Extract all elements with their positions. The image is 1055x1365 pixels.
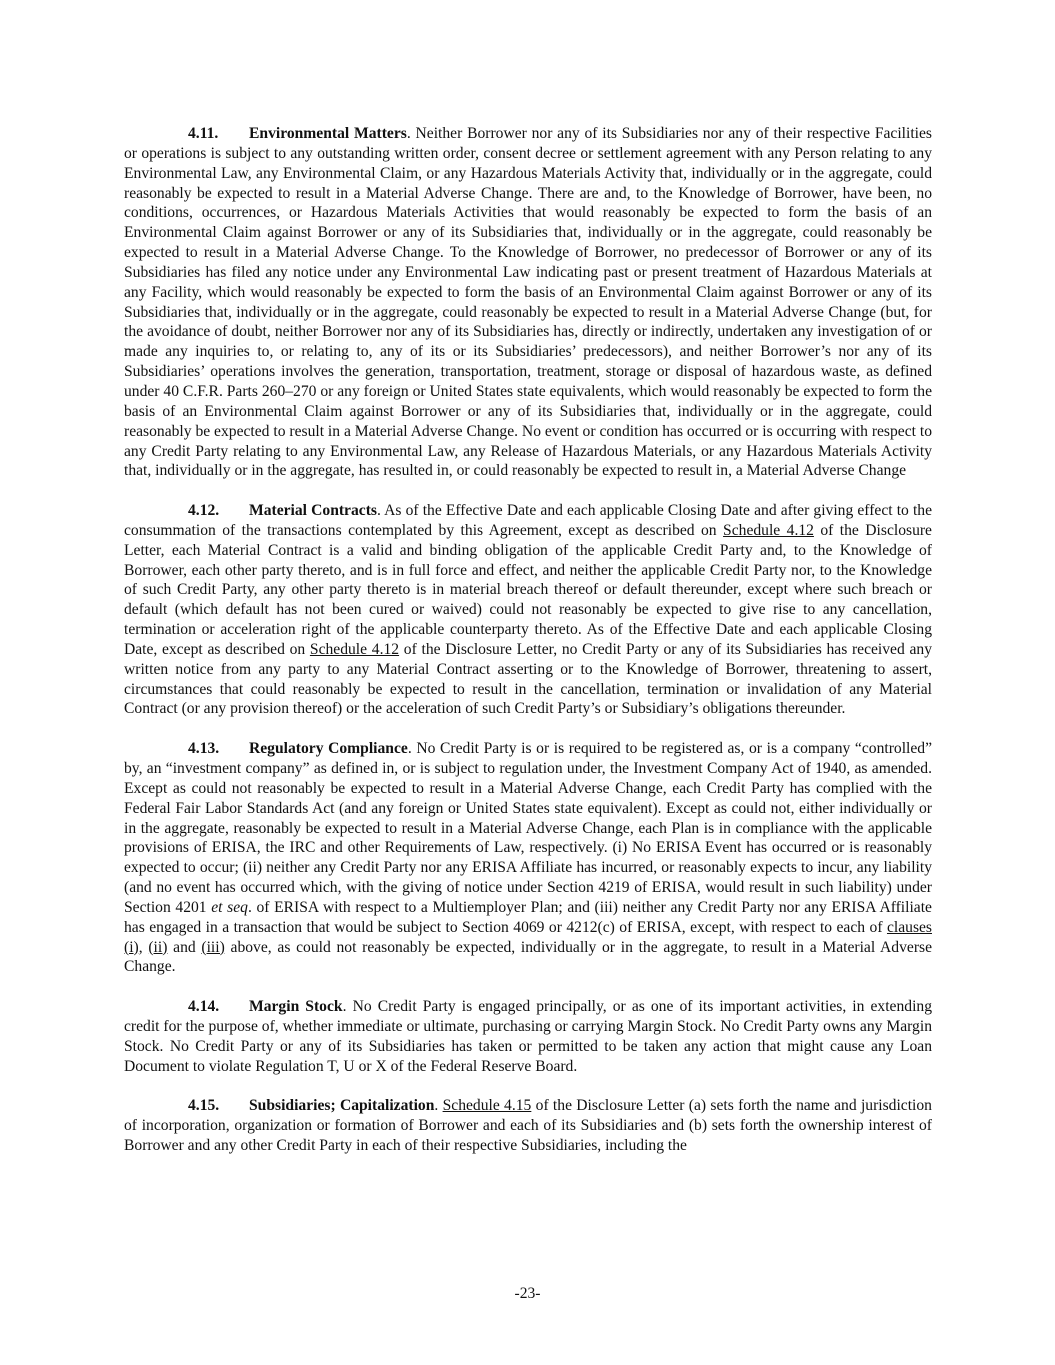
section-4-12 <box>124 501 932 719</box>
section-text: and <box>167 938 202 956</box>
section-heading: Environmental Matters <box>249 125 407 142</box>
schedule-reference: Schedule 4.15 <box>442 1097 532 1115</box>
section-paragraph: 4.15. Subsidiaries; Capitalization. Schedule 4.15 of the Disclosure Letter (a) sets forth the name and jurisdiction of incorporation, organization or formation of Borrower and each of its Subsidiaries and (b) sets forth the ownership interest of Borrower and any other Credit Party in each of their respective Subsidiaries, including the <box>124 1097 932 1155</box>
section-heading: Regulatory Compliance <box>249 740 408 758</box>
section-heading: Subsidiaries; Capitalization <box>249 1097 435 1115</box>
schedule-reference: Schedule 4.12 <box>723 521 814 539</box>
section-paragraph: 4.11. Environmental Matters. Neither Borrower nor any of its Subsidiaries nor any of their respective Facilities or operations is subject to any outstanding written order, consent decree or settlement agreement with any Person relating to any Environmental Law, any Environmental Claim, or any Hazardous Materials Activity that, individually or in the aggregate, could reasonably be expected to result in a Material Adverse Change. There are and, to the Knowledge of Borrower, have been, no conditions, occurrences, or Hazardous Materials Activities that would reasonably be expected to form the basis of an Environmental Claim against Borrower or any of its Subsidiaries that, individually or in the aggregate, could reasonably be expected to result in a Material Adverse Change. To the Knowledge of Borrower, no predecessor of Borrower or any of its Subsidiaries has filed any notice under any Environmental Law indicating past or present treatment of Hazardous Materials at any Facility, which would reasonably be expected to form the basis of an Environmental Claim against Borrower or any of its Subsidiaries that, individually or in the aggregate, could reasonably be expected to result in a Material Adverse Change (but, for the avoidance of doubt, neither Borrower nor any of its Subsidiaries has, directly or indirectly, undertaken any investigation of or made any inquiries to, or relating to, any of its or its Subsidiaries’ predecessors), and neither Borrower’s nor any of its Subsidiaries’ operations involves the generation, transportation, treatment, storage or disposal of hazardous waste, as defined under 40 C.F.R. Parts 260–270 or any foreign or United States state equivalents, which would reasonably be expected to form the basis of an Environmental Claim against Borrower or any of its Subsidiaries that, individually or in the aggregate, could reasonably be expected to result in a Material Adverse Change. No event or condition has occurred or is occurring with respect to any Credit Party relating to any Environmental Law, any Release of Hazardous Materials, or any Hazardous Materials Activity that, individually or in the aggregate, has resulted in, or could reasonably be expected to result in, a Material Adverse Change <box>124 125 933 480</box>
section-text: , <box>138 938 149 956</box>
italic-term: et seq <box>211 898 248 916</box>
page-number: -23- <box>514 1285 541 1302</box>
section-number: 4.15. <box>188 1097 220 1115</box>
clause-reference: clauses (i) <box>124 918 932 956</box>
section-4-11 <box>124 124 932 481</box>
section-heading: Margin Stock <box>249 998 343 1016</box>
clause-reference: (ii) <box>148 938 168 956</box>
section-number: 4.13. <box>188 740 220 758</box>
section-number: 4.11. <box>188 125 219 142</box>
section-4-14 <box>124 997 932 1076</box>
section-heading: Material Contracts <box>249 502 377 520</box>
section-paragraph: 4.13. Regulatory Compliance. No Credit Party is or is required to be registered as, or is a company “controlled” by, an “investment company” as defined in, or is subject to regulation under, the Investment Company Act of 1940, as amended. Except as could not reasonably be expected to result in a Material Adverse Change, each Credit Party has complied with the Federal Fair Labor Standards Act (and any foreign or United States state equivalent). Except as could not, either individually or in the aggregate, reasonably be expected to result in a Material Adverse Change, each Plan is in compliance with the applicable provisions of ERISA, the IRC and other Requirements of Law, respectively. (i) No ERISA Event has occurred or is reasonably expected to occur; (ii) neither any Credit Party nor any ERISA Affiliate has incurred, or reasonably expects to incur, any liability (and no event has occurred which, with the giving of notice under Section 4219 of ERISA, would result in such liability) under Section 4201 et seq. of ERISA with respect to a Multiemployer Plan; and (iii) neither any Credit Party nor any ERISA Affiliate has engaged in a transaction that would be subject to Section 4069 or 4212(c) of ERISA, except, with respect to each of clauses (i), (ii) and (iii) above, as could not reasonably be expected, individually or in the aggregate, to result in a Material Adverse Change. <box>124 740 933 976</box>
section-4-13 <box>124 739 932 977</box>
section-text: of the Disclosure Letter, each Material Contract is a valid and binding obligation of the applicable Credit Party and, to the Knowledge of Borrower, each other party thereto, and is in full force and effect, and neither the applicable Credit Party nor, to the Knowledge of such Credit Party, any other party thereto is in material breach thereof or default thereunder, except where such breach or default (which default has not been cured or waived) could not reasonably be expected to give rise to any cancellation, termination or acceleration right of the applicable counterparty thereto. As of the Effective Date and each applicable Closing Date, except as described on <box>124 521 932 658</box>
section-text: No Credit Party is engaged principally, or as one of its important activities, in extending credit for the purpose of, whether immediate or ultimate, purchasing or carrying Margin Stock. No Credit Party owns any Margin Stock. No Credit Party or any of its Subsidiaries has taken or permitted to be taken any action that might cause any Loan Document to violate Regulation T, U or X of the Federal Reserve Board. <box>124 998 933 1075</box>
schedule-reference: Schedule 4.12 <box>309 640 400 658</box>
section-number: 4.14. <box>188 998 220 1016</box>
section-text: of the Disclosure Letter, no Credit Party or any of its Subsidiaries has received any written notice from any party to any Material Contract asserting or to the Knowledge of Borrower, threatening to assert, circumstances that could reasonably be expected to result in the cancellation, termination or invalidation of any Material Contract (or any provision thereof) or the acceleration of such Credit Party’s or Subsidiary’s obligations thereunder. <box>124 640 932 718</box>
section-paragraph: 4.14. Margin Stock. No Credit Party is engaged principally, or as one of its important activities, in extending credit for the purpose of, whether immediate or ultimate, purchasing or carrying Margin Stock. No Credit Party owns any Margin Stock. No Credit Party or any of its Subsidiaries has taken or permitted to be taken any action that might cause any Loan Document to violate Regulation T, U or X of the Federal Reserve Board. <box>124 998 933 1075</box>
clause-reference: (iii) <box>201 938 225 956</box>
section-text: As of the Effective Date and each applicable Closing Date and after giving effect to the consummation of the transactions contemplated by this Agreement, except as described on <box>124 502 933 539</box>
document-page <box>124 124 932 1176</box>
section-4-15 <box>124 1096 932 1156</box>
section-paragraph: 4.12. Material Contracts. As of the Effective Date and each applicable Closing Date and after giving effect to the consummation of the transactions contemplated by this Agreement, except as described on Schedule 4.12 of the Disclosure Letter, each Material Contract is a valid and binding obligation of the applicable Credit Party and, to the Knowledge of Borrower, each other party thereto, and is in full force and effect, and neither the applicable Credit Party nor, to the Knowledge of such Credit Party, any other party thereto is in material breach thereof or default thereunder, except where such breach or default (which default has not been cured or waived) could not reasonably be expected to give rise to any cancellation, termination or acceleration right of the applicable counterparty thereto. As of the Effective Date and each applicable Closing Date, except as described on Schedule 4.12 of the Disclosure Letter, no Credit Party or any of its Subsidiaries has received any written notice from any party to any Material Contract asserting or to the Knowledge of Borrower, threatening to assert, circumstances that could reasonably be expected to result in the cancellation, termination or invalidation of any Material Contract (or any provision thereof) or the acceleration of such Credit Party’s or Subsidiary’s obligations thereunder. <box>124 502 933 718</box>
section-text: . of ERISA with respect to a Multiemployer Plan; and (iii) neither any Credit Party nor any ERISA Affiliate has engaged in a transaction that would be subject to Section 4069 or 4212(c) of ERISA, except, with respect to each of <box>124 898 932 936</box>
section-text: of the Disclosure Letter (a) sets forth the name and jurisdiction of incorporation, organization or formation of Borrower and each of its Subsidiaries and (b) sets forth the ownership interest of Borrower and any other Credit Party in each of their respective Subsidiaries, including the <box>124 1097 932 1155</box>
section-text: Neither Borrower nor any of its Subsidiaries nor any of their respective Facilities or operations is subject to any outstanding written order, consent decree or settlement agreement with any Person relating to any Environmental Law, any Environmental Claim, or any Hazardous Materials Activity that, individually or in the aggregate, could reasonably be expected to result in a Material Adverse Change. There are and, to the Knowledge of Borrower, have been, no conditions, occurrences, or Hazardous Materials Activities that would reasonably be expected to form the basis of an Environmental Claim against Borrower or any of its Subsidiaries that, individually or in the aggregate, could reasonably be expected to result in a Material Adverse Change. To the Knowledge of Borrower, no predecessor of Borrower or any of its Subsidiaries has filed any notice under any Environmental Law indicating past or present treatment of Hazardous Materials at any Facility, which would reasonably be expected to form the basis of an Environmental Claim against Borrower or any of its Subsidiaries that, individually or in the aggregate, could reasonably be expected to result in a Material Adverse Change (but, for the avoidance of doubt, neither Borrower nor any of its Subsidiaries has, directly or indirectly, undertaken any investigation of or made any inquiries to, or relating to, any of its or its Subsidiaries’ predecessors), and neither Borrower’s nor any of its Subsidiaries’ operations involves the generation, transportation, treatment, storage or disposal of hazardous waste, as defined under 40 C.F.R. Parts 260–270 or any foreign or United States state equivalents, which would reasonably be expected to form the basis of an Environmental Claim against Borrower or any of its Subsidiaries that, individually or in the aggregate, could reasonably be expected to result in a Material Adverse Change. No event or condition has occurred or is occurring with respect to any Credit Party relating to any Environmental Law, any Release of Hazardous Materials, or any Hazardous Materials Activity that, individually or in the aggregate, has resulted in, or could reasonably be expected to result in, a Material Adverse Change <box>124 125 933 480</box>
section-number: 4.12. <box>188 502 220 520</box>
section-text: above, as could not reasonably be expected, individually or in the aggregate, to result in a Material Adverse Change. <box>124 938 933 976</box>
section-text: No Credit Party is or is required to be registered as, or is a company “controlled” by, an “investment company” as defined in, or is subject to regulation under, the Investment Company Act of 1940, as amended. Except as could not reasonably be expected to result in a Material Adverse Change, each Credit Party has complied with the Federal Fair Labor Standards Act (and any foreign or United States state equivalent). Except as could not, either individually or in the aggregate, reasonably be expected to result in a Material Adverse Change, each Plan is in compliance with the applicable provisions of ERISA, the IRC and other Requirements of Law, respectively. (i) No ERISA Event has occurred or is reasonably expected to occur; (ii) neither any Credit Party nor any ERISA Affiliate has incurred, or reasonably expects to incur, any liability (and no event has occurred which, with the giving of notice under Section 4219 of ERISA, would result in such liability) under Section 4201 <box>124 740 932 916</box>
